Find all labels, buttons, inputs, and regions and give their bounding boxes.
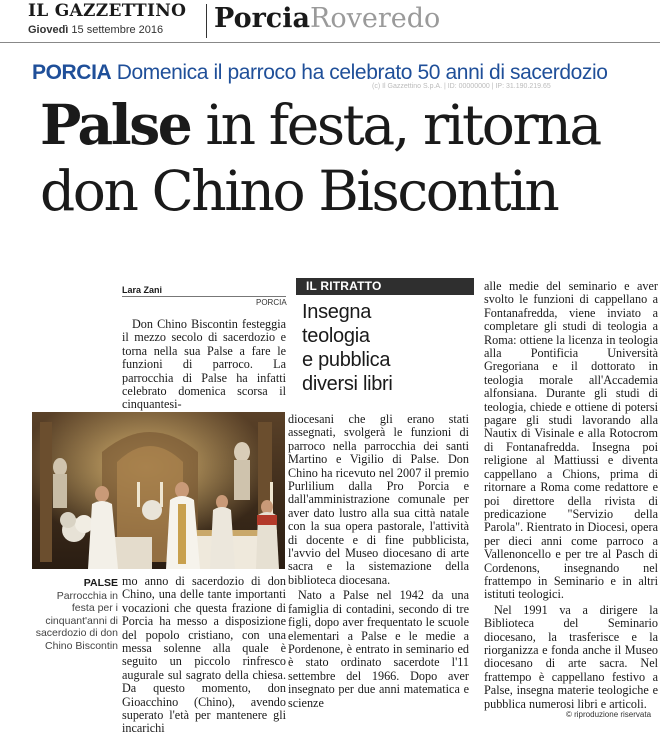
newspaper-name: IL GAZZETTINO <box>28 1 187 21</box>
body-column-1-bottom <box>122 575 286 736</box>
issue-day: Giovedì <box>28 24 69 36</box>
headline-line1: in festa, ritorna <box>190 93 600 157</box>
local-section-b: Roveredo <box>310 3 441 34</box>
issue-date <box>28 24 163 36</box>
headline-line2: don Chino Biscontin <box>40 159 558 223</box>
body-paragraph: Nato a Palse nel 1942 da una famiglia di contadini, secondo di tre figli, dopo aver frequentato le scuole elementari a Palse e le medie a Pordenone, è entrato in seminario ed è stato ordinato sacerdote l'11 settembre del 1966. Dopo aver insegnato per due anni matematica e scienze <box>288 588 469 710</box>
body-paragraph: diocesani che gli erano stati assegnati, svolgerà le funzioni di parroco nella parrocchia dei santi Martino e Vigilio di Palse. Don Chino ha ricevuto nel 2007 il premio Purlilium dalla Pro Porcia e dall'amministrazione comunale per aver dato lustro alla sua città natale con la sua opera pastorale, l'attività di docente e di fine pubblicista, l'avvio del Museo diocesano di arte sacra e la sistemazione della biblioteca diocesana. <box>288 412 469 587</box>
portrait-quote <box>302 300 470 396</box>
photo-caption <box>32 577 118 653</box>
portrait-band <box>296 278 474 295</box>
local-section-title <box>214 3 440 35</box>
copyright-watermark: (c) Il Gazzettino S.p.A. | ID: 00000000 | IP: 31.190.219.65 <box>372 83 551 90</box>
author-byline: Lara Zani <box>122 285 163 295</box>
dateline-place: PORCIA <box>256 298 287 307</box>
headline-bold-word: Palse <box>40 92 191 157</box>
kicker-text: Domenica il parroco ha celebrato 50 anni di sacerdozio <box>116 61 608 84</box>
quote-line: teologia <box>302 325 370 347</box>
body-column-2 <box>288 413 469 710</box>
body-paragraph: Nel 1991 va a dirigere la Biblioteca del Seminario diocesano, la trasferisce e la riorganizza e fonda anche il Museo diocesano di arte sacra. Nel frattempo è cappellano festivo a Palse, insegna materie teologiche e pubblica numerosi libri e articoli. <box>484 602 658 711</box>
local-section-a: Porcia <box>214 3 311 34</box>
caption-label: PALSE <box>83 577 118 589</box>
photo-illustration <box>32 412 285 569</box>
copyright-footer: © riproduzione riservata <box>566 710 652 719</box>
body-paragraph: mo anno di sacerdozio di don Chino, una delle tante importanti vocazioni che questa frazione di Porcia ha messo a disposizione del popolo cristiano, con una messa solenne alla quale è seguito un piccolo rinfresco augurale sul sagrato della chiesa. Da questo momento, don Gioacchino (Chino), avendo superato l'età per mantenere gli incarichi <box>122 574 286 736</box>
quote-line: Insegna <box>302 301 372 323</box>
masthead <box>0 0 660 44</box>
quote-line: diversi libri <box>302 373 393 395</box>
article-headline <box>40 92 660 224</box>
body-paragraph: Don Chino Biscontin festeggia il mezzo secolo di sacerdozio e torna nella sua Palse a fare le funzioni di parroco. La parrocchia di Palse ha infatti celebrato domenica scorsa il cinquantesi- <box>122 317 286 412</box>
body-column-1-top <box>122 318 286 412</box>
masthead-rule <box>0 42 660 43</box>
byline-rule <box>122 296 286 297</box>
body-column-3 <box>484 280 658 711</box>
caption-text: Parrocchia in festa per i cinquant'anni di sacerdozio di don Chino Biscontin <box>35 589 118 652</box>
quote-line: e pubblica <box>302 349 391 371</box>
church-photo <box>32 412 285 569</box>
portrait-label: IL RITRATTO <box>306 279 382 293</box>
issue-date-text: 15 settembre 2016 <box>71 24 164 36</box>
portrait-box <box>296 278 474 408</box>
body-paragraph: alle medie del seminario e aver svolto le funzioni di cappellano a Fontanafredda, viene inviato a completare gli studi di teologia a Roma: ottiene la licenza in teologia alla Pontificia Università Gregoriana e il dottorato in teologia morale all'Accademia alfonsiana. Durante gli studi di teologia, chiede e ottiene di potersi pagare gli studi lavorando alla Nautix di Visinale e alla Rotocrom di Fontanafredda. Insegna poi religione al Mattiussi e diventa cappellano a Chions, prima di ritornare a Roma come redattore e poi direttore della rivista di predicazione "Servizio della Parola". Rientrato in Diocesi, opera per dieci anni come parroco a Vallenoncello e per tre al Pasch di Cordenons, insegnando nel frattempo in Seminario e in altri istituti teologici. <box>484 279 658 602</box>
kicker-location: PORCIA <box>32 61 112 84</box>
masthead-divider <box>206 4 207 38</box>
